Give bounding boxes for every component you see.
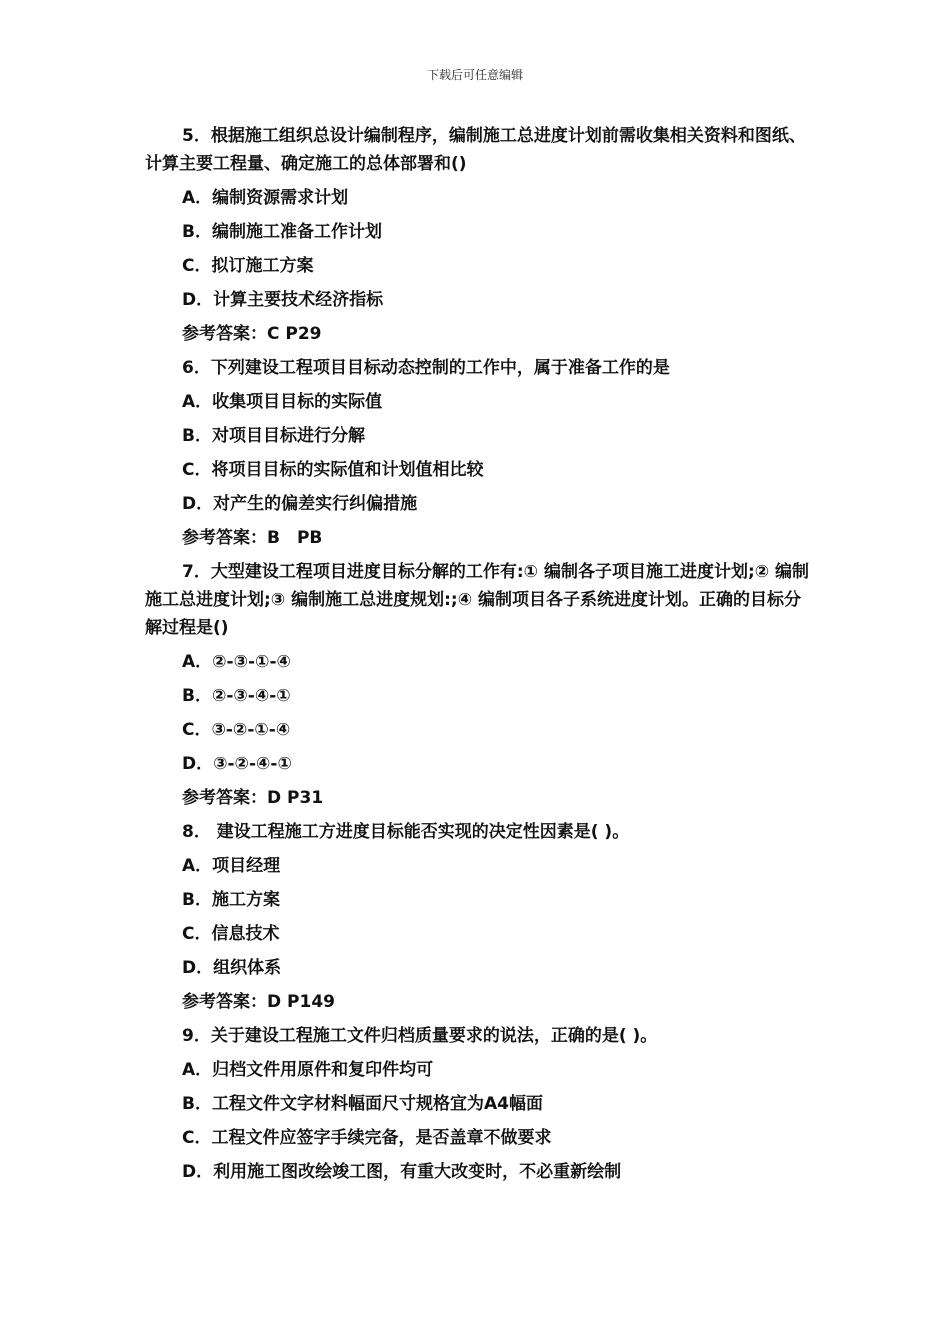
option-d: D．计算主要技术经济指标 bbox=[182, 290, 384, 310]
question-5 bbox=[145, 122, 810, 348]
option-b: B．②-③-④-① bbox=[182, 686, 291, 706]
option-c: C．将项目目标的实际值和计划值相比较 bbox=[182, 460, 484, 480]
question-stem: 8． 建设工程施工方进度目标能否实现的决定性因素是( )。 bbox=[182, 822, 630, 842]
question-8 bbox=[145, 818, 810, 1016]
answer-line: 参考答案：B PB bbox=[182, 528, 323, 548]
option-d: D．对产生的偏差实行纠偏措施 bbox=[182, 494, 418, 514]
question-stem: 5．根据施工组织总设计编制程序，编制施工总进度计划前需收集相关资料和图纸、计算主要工程量、确定施工的总体部署和() bbox=[145, 126, 806, 174]
option-d: D．组织体系 bbox=[182, 958, 282, 978]
option-b: B．编制施工准备工作计划 bbox=[182, 222, 382, 242]
option-c: C．信息技术 bbox=[182, 924, 280, 944]
question-stem: 9．关于建设工程施工文件归档质量要求的说法，正确的是( )。 bbox=[182, 1026, 658, 1046]
option-a: A．项目经理 bbox=[182, 856, 281, 876]
option-a: A．归档文件用原件和复印件均可 bbox=[182, 1060, 434, 1080]
question-9 bbox=[145, 1022, 810, 1186]
question-7 bbox=[145, 558, 810, 812]
answer-line: 参考答案：D P31 bbox=[182, 788, 324, 808]
question-stem: 7．大型建设工程项目进度目标分解的工作有:① 编制各子项目施工进度计划;② 编制施工总进度计划;③ 编制施工总进度规划:;④ 编制项目各子系统进度计划。正确的目标分解过程是() bbox=[145, 562, 810, 638]
option-c: C．③-②-①-④ bbox=[182, 720, 291, 740]
option-b: B．工程文件文字材料幅面尺寸规格宜为A4幅面 bbox=[182, 1094, 543, 1114]
option-c: C．工程文件应签字手续完备，是否盖章不做要求 bbox=[182, 1128, 552, 1148]
answer-line: 参考答案：C P29 bbox=[182, 324, 322, 344]
question-list bbox=[145, 122, 810, 1192]
option-a: A．②-③-①-④ bbox=[182, 652, 291, 672]
option-d: D．③-②-④-① bbox=[182, 754, 292, 774]
answer-line: 参考答案：D P149 bbox=[182, 992, 335, 1012]
option-b: B．对项目目标进行分解 bbox=[182, 426, 365, 446]
option-c: C．拟订施工方案 bbox=[182, 256, 314, 276]
option-b: B．施工方案 bbox=[182, 890, 280, 910]
page-header: 下载后可任意编辑 bbox=[426, 68, 523, 82]
option-a: A．编制资源需求计划 bbox=[182, 188, 349, 208]
question-6 bbox=[145, 354, 810, 552]
option-a: A．收集项目目标的实际值 bbox=[182, 392, 383, 412]
option-d: D．利用施工图改绘竣工图，有重大改变时，不必重新绘制 bbox=[182, 1162, 622, 1182]
question-stem: 6．下列建设工程项目目标动态控制的工作中，属于准备工作的是 bbox=[182, 358, 670, 378]
